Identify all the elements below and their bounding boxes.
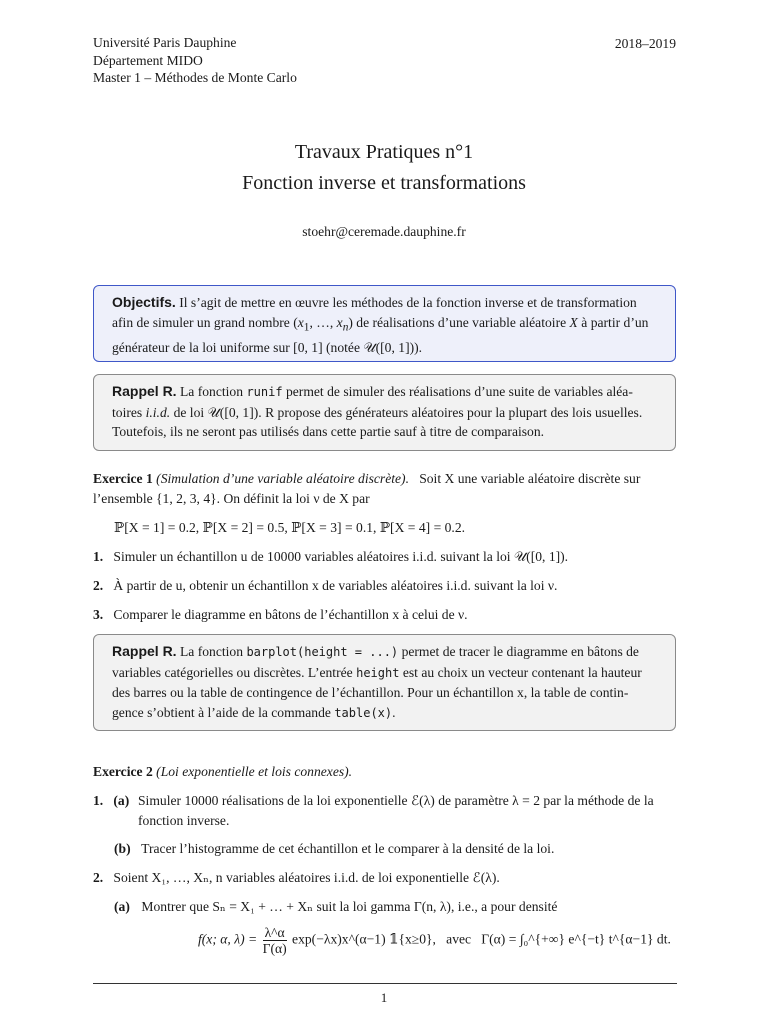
exercise-1-heading: Exercice 1: [93, 471, 153, 486]
exercise-1-item-2: [93, 576, 677, 596]
objectives-text-b: ) de réalisations d’une variable aléatoire: [348, 314, 567, 330]
university-name: Université Paris Dauphine: [93, 35, 237, 50]
exercise-2-item-2a: [114, 897, 557, 917]
header-left: [93, 34, 297, 87]
rappel-2-code-a: barplot(height = ...): [246, 645, 399, 659]
academic-year: 2018–2019: [614, 36, 676, 51]
rappel-1-text-b: permet de simuler des réalisations d’une suite de variables aléa-toires: [112, 384, 633, 420]
rappel-1-iid: i.i.d.: [145, 404, 171, 420]
exercise-2-item-1b: [114, 839, 554, 859]
exercise-2-heading-line: [93, 762, 677, 782]
exercise-1-item-3: [93, 605, 677, 625]
rappel-box-1: Rappel R. La fonction runif permet de simuler des réalisations d’une suite de variables aléa-toires i.i.d. de loi 𝒰([0, 1]). R propose des générateurs aléatoires pour la plupart des lois usuelles. Toutefois, ils ne seront pas utilisés dans cette partie sauf à titre de comparaison.: [93, 374, 676, 451]
item-text: Comparer le diagramme en bâtons de l’échantillon x à celui de ν.: [113, 607, 468, 622]
rappel-2-text-b: permet de tracer le diagramme en bâtons de variables catégorielles ou discrètes. L’entrée: [112, 644, 639, 680]
course-name: Master 1 – Méthodes de Monte Carlo: [93, 70, 297, 85]
subitem-label: (a): [114, 899, 130, 914]
formula-gamma: Γ(α) = ∫₀^{+∞} e^{−t} t^{α−1} dt.: [481, 931, 671, 947]
formula-denominator: Γ(α): [262, 941, 287, 956]
exercise-2-subtitle: (Loi exponentielle et lois connexes).: [156, 764, 353, 779]
exercise-1-item-1: [93, 547, 677, 567]
rappel-2-code-c: table(x): [334, 705, 393, 720]
objectives-text-c: à partir d’un générateur de la loi uniforme sur [0, 1] (notée: [112, 314, 649, 355]
item-text: À partir de u, obtenir un échantillon x de variables aléatoires i.i.d. suivant la loi ν.: [113, 578, 558, 593]
objectives-heading: Objectifs.: [112, 294, 176, 310]
formula-numerator: λ^α: [264, 925, 285, 940]
item-number: 2.: [93, 578, 104, 593]
item-number: 2.: [93, 870, 104, 885]
title-line-1: Travaux Pratiques n°1: [294, 141, 474, 163]
item-text: Soient X₁, …, Xₙ, n variables aléatoires i.i.d. de loi exponentielle ℰ(λ).: [113, 870, 500, 885]
rappel-2-text-a: La fonction: [179, 644, 244, 659]
rappel-2-code-b: height: [356, 665, 400, 680]
subitem-label: (a): [113, 793, 130, 808]
item-number: 1.: [93, 793, 104, 808]
rappel-2-text-c: est au choix un vecteur contenant la hauteur des barres ou la table de contingence de l’échantillon. Pour un échantillon x, la table de contin-gence s’obtient à l’aide de la commande: [112, 664, 642, 720]
rappel-1-heading: Rappel R.: [112, 383, 177, 399]
exercise-1-subtitle: (Simulation d’une variable aléatoire discrète).: [156, 471, 409, 486]
gamma-density-formula: [198, 925, 671, 956]
page-title: [0, 137, 768, 199]
formula-fraction: [263, 925, 287, 956]
objectives-box: Objectifs. Il s’agit de mettre en œuvre les méthodes de la fonction inverse et de transformation afin de simuler un grand nombre ($x_1$, …, $x_n$) de réalisations d’une variable aléatoire X à partir d’un générateur de la loi uniforme sur [0, 1] (notée 𝒰([0, 1])).: [93, 285, 676, 362]
title-line-2: Fonction inverse et transformations: [242, 172, 526, 194]
author-email: stoehr@ceremade.dauphine.fr: [302, 224, 466, 239]
formula-avec: avec: [446, 931, 472, 947]
exercise-1-law: ℙ[X = 1] = 0.2, ℙ[X = 2] = 0.5, ℙ[X = 3] = 0.1, ℙ[X = 4] = 0.2.: [114, 520, 466, 535]
rappel-1-code: runif: [246, 385, 283, 399]
exercise-1-intro: [93, 469, 677, 508]
rappel-1-text-c: de loi: [173, 404, 205, 420]
subitem-text: Montrer que Sₙ = X₁ + … + Xₙ suit la loi gamma Γ(n, λ), i.e., a pour densité: [141, 899, 558, 914]
formula-rhs: exp(−λx)x^(α−1) 𝟙{x≥0},: [292, 931, 436, 947]
subitem-text: Tracer l’histogramme de cet échantillon et le comparer à la densité de la loi.: [141, 841, 555, 856]
subitem-label: (b): [114, 841, 131, 856]
item-number: 3.: [93, 607, 104, 622]
exercise-2-heading: Exercice 2: [93, 764, 153, 779]
page-number: 1: [380, 990, 388, 1005]
exercise-2-item-1a-text: Simuler 10000 réalisations de la loi exponentielle ℰ(λ) de paramètre λ = 2 par la méthode de la fonction inverse.: [138, 793, 654, 828]
rappel-1-text-d: R propose des générateurs aléatoires pour la plupart des lois usuelles. Toutefois, ils ne seront pas utilisés dans cette partie sauf à titre de comparaison.: [112, 404, 643, 439]
department-name: Département MIDO: [93, 52, 203, 68]
footer-rule: [93, 983, 677, 984]
item-number: 1.: [93, 549, 104, 564]
exercise-2-item-2: [93, 868, 677, 888]
rappel-2-heading: Rappel R.: [112, 643, 177, 659]
objectives-text-a: Il s’agit de mettre en œuvre les méthodes de la fonction inverse et de transformation afin de simuler un grand nombre (: [112, 295, 637, 330]
rappel-1-text-a: La fonction: [179, 384, 244, 399]
objectives-math-x: x: [297, 314, 304, 330]
rappel-box-2: Rappel R. La fonction barplot(height = ...) permet de tracer le diagramme en bâtons de variables catégorielles ou discrètes. L’entrée height est au choix un vecteur contenant la hauteur des barres ou la table de contingence de l’échantillon. Pour un échantillon x, la table de contin-gence s’obtient à l’aide de la commande table(x).: [93, 634, 676, 731]
exercise-1-intro-text: Soit X une variable aléatoire discrète sur l’ensemble {1, 2, 3, 4}. On définit la loi ν de X par: [93, 471, 641, 506]
item-text: Simuler un échantillon u de 10000 variables aléatoires i.i.d. suivant la loi 𝒰([0, 1]).: [113, 549, 569, 564]
formula-lhs: f(x; α, λ) =: [198, 931, 258, 947]
